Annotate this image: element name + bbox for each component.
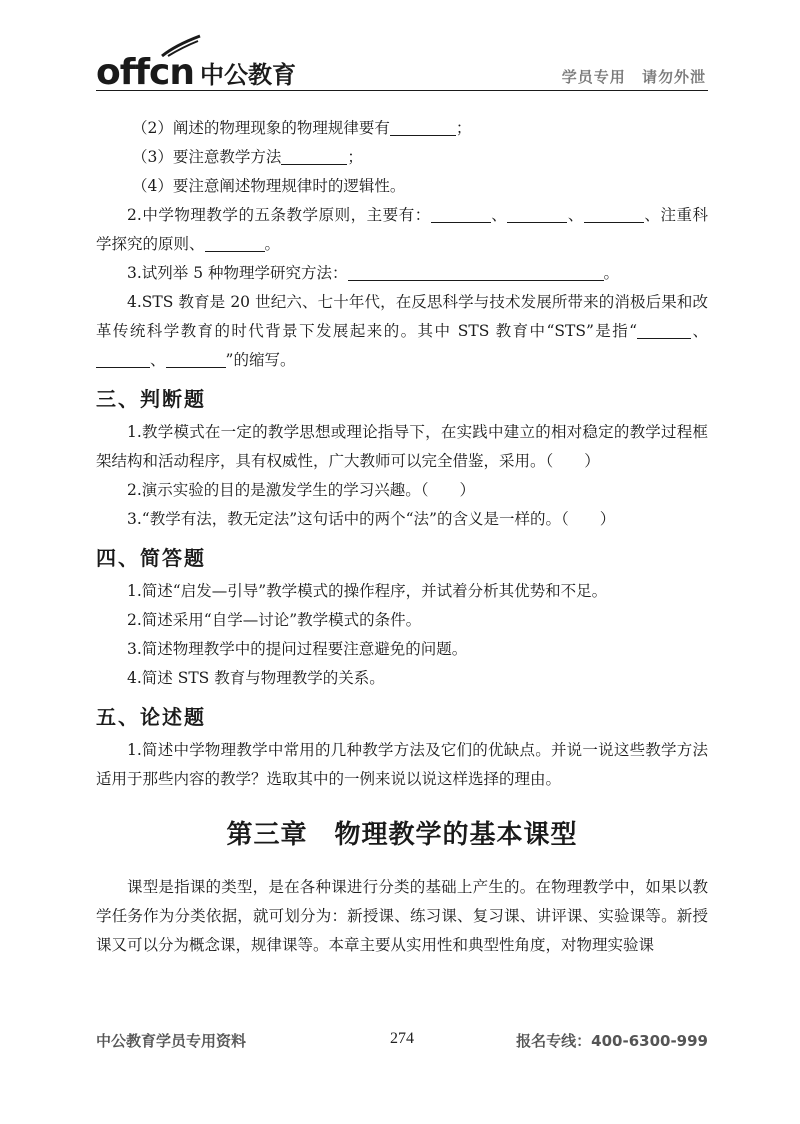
true-false-item: 2.演示实验的目的是激发学生的学习兴趣。（ ） <box>127 481 476 499</box>
fill-blank[interactable] <box>584 207 644 224</box>
section-heading-short-answer: 四、简答题 <box>96 546 206 570</box>
item-text: ； <box>347 148 363 166</box>
short-answer-item: 1.简述“启发—引导”教学模式的操作程序，并试着分析其优势和不足。 <box>127 582 608 600</box>
list-item <box>96 143 708 172</box>
separator: 、 <box>567 206 584 224</box>
item-text: （2）阐述的物理现象的物理规律要有 <box>132 119 390 137</box>
page-footer <box>96 1030 708 1056</box>
page-number: 274 <box>390 1030 414 1047</box>
short-answer-item: 2.简述采用“自学—讨论”教学模式的条件。 <box>127 611 422 629</box>
question-2 <box>96 201 708 259</box>
fill-blank[interactable] <box>507 207 567 224</box>
confidential-tag: 学员专用 请勿外泄 <box>561 68 706 86</box>
chapter-intro: 课型是指课的类型，是在各种课进行分类的基础上产生的。在物理教学中，如果以教学任务作为分类依据，就可划分为：新授课、练习课、复习课、讲评课、实验课等。新授课又可以分为概念课，规律课等。本章主要从实用性和典型性角度，对物理实验课 <box>96 878 708 954</box>
page-content <box>96 114 708 960</box>
question-text: 4.STS 教育是 20 世纪六、七十年代，在反思科学与技术发展所带来的消极后果和改革传统科学教育的时代背景下发展起来的。其中 STS 教育中“STS”是指“ <box>96 293 708 340</box>
header-rule <box>96 90 708 91</box>
short-answer-item: 4.简述 STS 教育与物理教学的关系。 <box>127 669 385 687</box>
fill-blank[interactable] <box>431 207 491 224</box>
footer-hotline: 报名专线：400-6300-999 <box>516 1032 708 1050</box>
item-text: ； <box>455 119 472 137</box>
offcn-logo <box>96 50 297 93</box>
logo-latin-text: offcn <box>96 52 195 93</box>
question-text: 2.中学物理教学的五条教学原则，主要有： <box>127 206 431 224</box>
list-item <box>96 114 708 143</box>
item-text: （3）要注意教学方法 <box>132 148 282 166</box>
fill-blank[interactable] <box>348 265 604 282</box>
chapter-title: 第三章 物理教学的基本课型 <box>226 820 578 850</box>
question-text: ”的缩写。 <box>225 351 296 369</box>
fill-blank[interactable] <box>637 323 691 340</box>
question-4 <box>96 288 708 375</box>
list-item: （4）要注意阐述物理规律时的逻辑性。 <box>132 177 406 195</box>
question-text: 。 <box>264 235 281 253</box>
fill-blank[interactable] <box>166 352 226 369</box>
section-heading-true-false: 三、判断题 <box>96 387 206 411</box>
footer-source: 中公教育学员专用资料 <box>96 1032 247 1050</box>
fill-blank[interactable] <box>390 120 456 137</box>
question-text: 。 <box>603 264 620 282</box>
logo-chinese-text: 中公教育 <box>200 61 297 89</box>
separator: 、 <box>691 322 708 340</box>
essay-item: 1.简述中学物理教学中常用的几种教学方法及它们的优缺点。并说一说这些教学方法适用于那些内容的教学？选取其中的一例来说以说这样选择的理由。 <box>96 741 708 788</box>
page-header <box>96 40 708 92</box>
question-3 <box>96 259 708 288</box>
fill-blank[interactable] <box>281 149 347 166</box>
separator: 、 <box>490 206 508 224</box>
fill-blank[interactable] <box>205 236 265 253</box>
question-text: 3.试列举 5 种物理学研究方法： <box>127 264 348 282</box>
logo-swoosh-icon <box>160 34 202 58</box>
separator: 、 <box>150 351 166 369</box>
question-text: 、注重科学探究的原则、 <box>96 206 708 253</box>
true-false-item: 1.教学模式在一定的教学思想或理论指导下，在实践中建立的相对稳定的教学过程框架结构和活动程序，具有权威性，广大教师可以完全借鉴，采用。（ ） <box>96 423 708 470</box>
section-heading-essay: 五、论述题 <box>96 705 206 729</box>
short-answer-item: 3.简述物理教学中的提问过程要注意避免的问题。 <box>127 640 468 658</box>
fill-blank[interactable] <box>96 352 150 369</box>
true-false-item: 3.“教学有法，教无定法”这句话中的两个“法”的含义是一样的。（ ） <box>127 510 616 528</box>
